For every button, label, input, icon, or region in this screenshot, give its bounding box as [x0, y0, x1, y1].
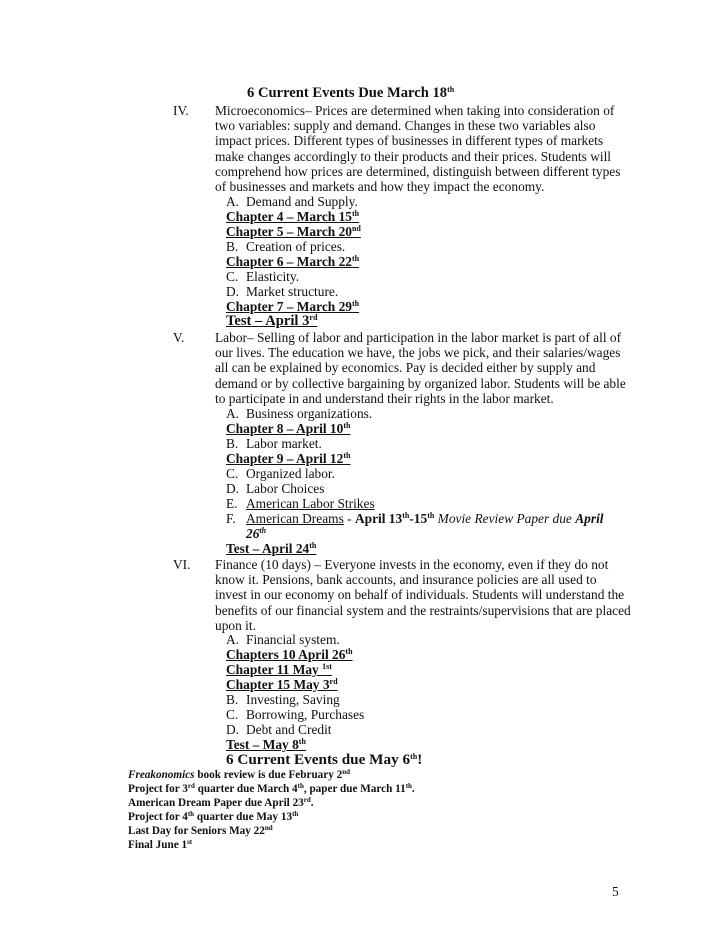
- chapter-4-deadline: Chapter 4 – March 15th: [226, 209, 360, 224]
- section-iv-description: Microeconomics– Prices are determined when taking into consideration of two variables: supply and demand. Changes in these two variables also impact prices. Different types of businesses in different types of markets make changes accordingly to their products and their prices. Students will comprehend how prices are determined, distinguish between different types of businesses and markets and how they impact the economy.: [215, 103, 621, 195]
- chapter-15-deadline: Chapter 15 May 3rd: [226, 677, 338, 692]
- chapter-6-deadline: Chapter 6 – March 22th: [226, 254, 360, 269]
- section-vi-item-d: Debt and Credit: [246, 722, 332, 737]
- american-dream-paper-note: American Dream Paper due April 23rd.: [128, 796, 314, 809]
- section-v-item-f-letter: F.: [226, 511, 236, 526]
- section-vi-item-d-letter: D.: [226, 722, 240, 737]
- section-v-item-b-letter: B.: [226, 436, 239, 451]
- section-vi-item-c: Borrowing, Purchases: [246, 707, 365, 722]
- current-events-heading: 6 Current Events Due March 18th: [247, 85, 455, 101]
- section-vi-numeral: VI.: [173, 557, 191, 572]
- seniors-last-day-note: Last Day for Seniors May 22nd: [128, 824, 273, 837]
- final-exam-note: Final June 1st: [128, 838, 193, 851]
- third-quarter-project-note: Project for 3rd quarter due March 4th, paper due March 11th.: [128, 782, 415, 795]
- section-iv-item-c: Elasticity.: [246, 269, 300, 284]
- section-vi-item-b-letter: B.: [226, 692, 239, 707]
- section-vi-item-b: Investing, Saving: [246, 692, 340, 707]
- section-v-numeral: V.: [173, 330, 185, 345]
- chapter-7-deadline: Chapter 7 – March 29th: [226, 299, 360, 314]
- section-vi-item-a: Financial system.: [246, 632, 340, 647]
- section-iv-item-b-letter: B.: [226, 239, 239, 254]
- fourth-quarter-project-note: Project for 4th quarter due May 13th: [128, 810, 299, 823]
- section-iv-item-d: Market structure.: [246, 284, 339, 299]
- section-iv-item-a-letter: A.: [226, 194, 240, 209]
- american-labor-strikes-link[interactable]: American Labor Strikes: [246, 496, 375, 511]
- chapter-8-deadline: Chapter 8 – April 10th: [226, 421, 351, 436]
- section-iv-test: Test – April 3rd: [226, 313, 318, 329]
- movie-review-due-day: 26th: [246, 526, 267, 541]
- section-v-description: Labor– Selling of labor and participation in the labor market is part of all of our lives. The education we have, the jobs we pick, and their salaries/wages all can be explained by economics. Pay is decided either by supply and demand or by collective bargaining by organized labor. Students will be able to participate in and understand their rights in the labor market.: [215, 330, 626, 406]
- section-v-item-e-letter: E.: [226, 496, 238, 511]
- section-v-item-a-letter: A.: [226, 406, 240, 421]
- section-iv-item-b: Creation of prices.: [246, 239, 346, 254]
- section-vi-description: Finance (10 days) – Everyone invests in the economy, even if they do not know it. Pensions, bank accounts, and insurance policies are all used to invest in our economy on behalf of individuals. Students will understand the benefits of our financial system and the restraints/supervisions that are placed upon it.: [215, 557, 631, 633]
- section-vi-test: Test – May 8th: [226, 737, 306, 752]
- section-v-test: Test – April 24th: [226, 541, 317, 556]
- section-iv-item-c-letter: C.: [226, 269, 239, 284]
- section-iv-numeral: IV.: [173, 103, 189, 118]
- chapter-10-deadline: Chapters 10 April 26th: [226, 647, 353, 662]
- chapter-11-deadline: Chapter 11 May $^{1st}$: [226, 662, 332, 677]
- section-vi-item-c-letter: C.: [226, 707, 239, 722]
- section-v-item-d: Labor Choices: [246, 481, 325, 496]
- chapter-9-deadline: Chapter 9 – April 12th: [226, 451, 351, 466]
- section-iv-item-a: Demand and Supply.: [246, 194, 358, 209]
- current-events-due-may: 6 Current Events due May 6th!: [226, 751, 423, 768]
- section-v-item-f: American Dreams - April 13th-15th Movie Review Paper due April: [246, 511, 604, 526]
- freakonomics-review-note: Freakonomics book review is due February 2nd: [128, 768, 351, 781]
- chapter-5-deadline: Chapter 5 – March 20nd: [226, 224, 361, 239]
- section-v-item-d-letter: D.: [226, 481, 240, 496]
- page-number: 5: [612, 884, 619, 899]
- american-dreams-link[interactable]: American Dreams: [246, 511, 344, 526]
- section-v-item-b: Labor market.: [246, 436, 322, 451]
- section-v-item-a: Business organizations.: [246, 406, 373, 421]
- section-iv-item-d-letter: D.: [226, 284, 240, 299]
- section-v-item-c: Organized labor.: [246, 466, 335, 481]
- section-v-item-c-letter: C.: [226, 466, 239, 481]
- section-vi-item-a-letter: A.: [226, 632, 240, 647]
